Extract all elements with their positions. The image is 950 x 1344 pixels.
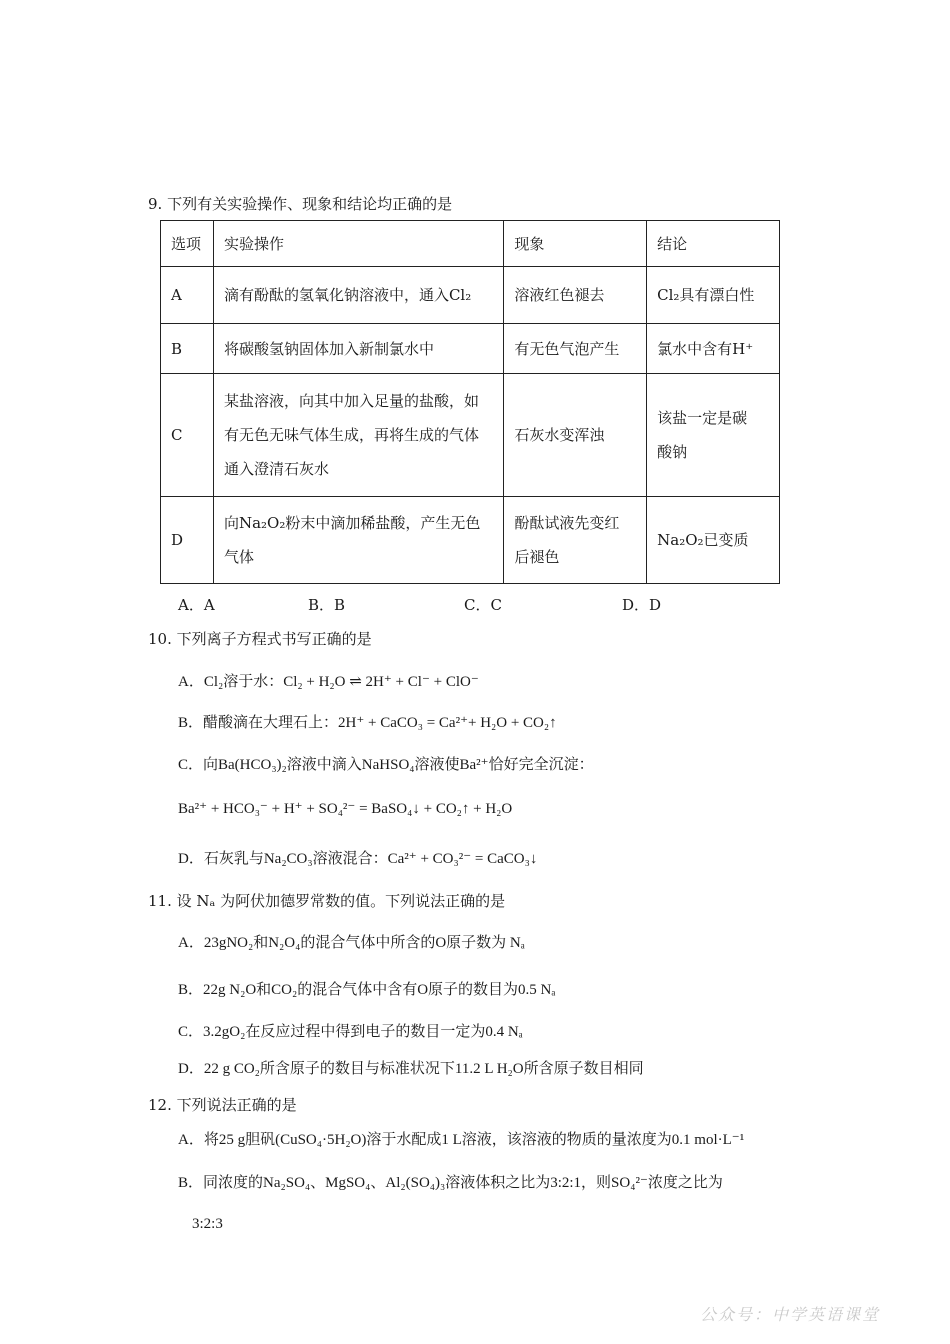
row-d-phenomenon-line: 酚酞试液先变红: [514, 514, 620, 532]
q9-title: 9. 下列有关实验操作、现象和结论均正确的是: [148, 195, 453, 213]
row-c-option: C: [161, 374, 214, 497]
row-c-operation-line: 通入澄清石灰水: [223, 460, 329, 478]
table-row: [161, 324, 780, 374]
row-d-operation: [213, 497, 503, 584]
q10-option-c-equation: Ba²⁺ + HCO₃⁻ + H⁺ + SO₄²⁻ = BaSO₄↓ + CO₂↑ + H₂O: [178, 801, 513, 817]
row-a-conclusion: Cl₂具有漂白性: [647, 267, 780, 324]
header-operation: 实验操作: [213, 221, 503, 267]
q9-choice-a: A．A: [178, 596, 215, 614]
row-d-conclusion: Na₂O₂已变质: [647, 497, 780, 584]
row-c-operation-line: 某盐溶液，向其中加入足量的盐酸，如: [223, 392, 479, 410]
row-d-phenomenon-line: 后褪色: [514, 548, 560, 566]
table-row: [161, 267, 780, 324]
row-d-option: D: [161, 497, 214, 584]
q10-title: 10. 下列离子方程式书写正确的是: [148, 630, 372, 648]
row-d-operation-line: 气体: [223, 548, 254, 566]
row-b-option: B: [161, 324, 214, 374]
q10-option-a: A．Cl₂溶于水：Cl₂ + H₂O ⇌ 2H⁺ + Cl⁻ + ClO⁻: [178, 674, 479, 690]
q9-choice-d: D．D: [622, 596, 662, 614]
q10-option-d: D．石灰乳与Na₂CO₃溶液混合：Ca²⁺ + CO₃²⁻ = CaCO₃↓: [178, 851, 538, 867]
row-c-phenomenon: 石灰水变浑浊: [504, 374, 647, 497]
q11-option-d: D．22 g CO₂所含原子的数目与标准状况下11.2 L H₂O所含原子数目相同: [178, 1061, 644, 1077]
table-row: [161, 374, 780, 497]
watermark: 公众号：中学英语课堂: [700, 1305, 881, 1324]
row-a-phenomenon: 溶液红色褪去: [504, 267, 647, 324]
q11-option-b: B．22g N₂O和CO₂的混合气体中含有O原子的数目为0.5 Nₐ: [178, 982, 556, 998]
header-phenomenon: 现象: [504, 221, 647, 267]
header-conclusion: 结论: [647, 221, 780, 267]
row-d-operation-line: 向Na₂O₂粉末中滴加稀盐酸，产生无色: [223, 514, 481, 532]
row-b-conclusion: 氯水中含有H⁺: [647, 324, 780, 374]
q12-option-a: A．将25 g胆矾(CuSO₄·5H₂O)溶于水配成1 L溶液，该溶液的物质的量浓度为0.1 mol·L⁻¹: [178, 1132, 745, 1148]
q9-choice-b: B．B: [308, 596, 346, 614]
row-c-conclusion-line: 酸钠: [657, 443, 688, 461]
row-a-operation: 滴有酚酞的氢氧化钠溶液中，通入Cl₂: [213, 267, 503, 324]
q9-table: [160, 220, 780, 584]
q10-option-b: B．醋酸滴在大理石上：2H⁺ + CaCO₃ = Ca²⁺+ H₂O + CO₂↑: [178, 715, 557, 731]
row-c-operation-line: 有无色无味气体生成，再将生成的气体: [223, 426, 479, 444]
q11-option-a: A．23gNO₂和N₂O₄的混合气体中所含的O原子数为 Nₐ: [178, 935, 525, 951]
row-c-conclusion: [647, 374, 780, 497]
q11-option-c: C．3.2gO₂在反应过程中得到电子的数目一定为0.4 Nₐ: [178, 1024, 523, 1040]
q12-option-b: B．同浓度的Na₂SO₄、MgSO₄、Al₂(SO₄)₃溶液体积之比为3:2:1，则SO₄²⁻浓度之比为: [178, 1175, 723, 1191]
q10-option-c: C．向Ba(HCO₃)₂溶液中滴入NaHSO₄溶液使Ba²⁺恰好完全沉淀：: [178, 757, 594, 773]
row-b-operation: 将碳酸氢钠固体加入新制氯水中: [213, 324, 503, 374]
header-option: 选项: [161, 221, 214, 267]
q11-title: 11. 设 Nₐ 为阿伏加德罗常数的值。下列说法正确的是: [148, 892, 506, 910]
q12-option-b-continued: 3:2:3: [192, 1216, 223, 1232]
row-c-conclusion-line: 该盐一定是碳: [657, 409, 748, 427]
table-header-row: [161, 221, 780, 267]
row-c-operation: [213, 374, 503, 497]
table-row: [161, 497, 780, 584]
q12-title: 12. 下列说法正确的是: [148, 1096, 297, 1114]
row-b-phenomenon: 有无色气泡产生: [504, 324, 647, 374]
row-d-phenomenon: [504, 497, 647, 584]
row-a-option: A: [161, 267, 214, 324]
q9-choice-c: C．C: [464, 596, 502, 614]
